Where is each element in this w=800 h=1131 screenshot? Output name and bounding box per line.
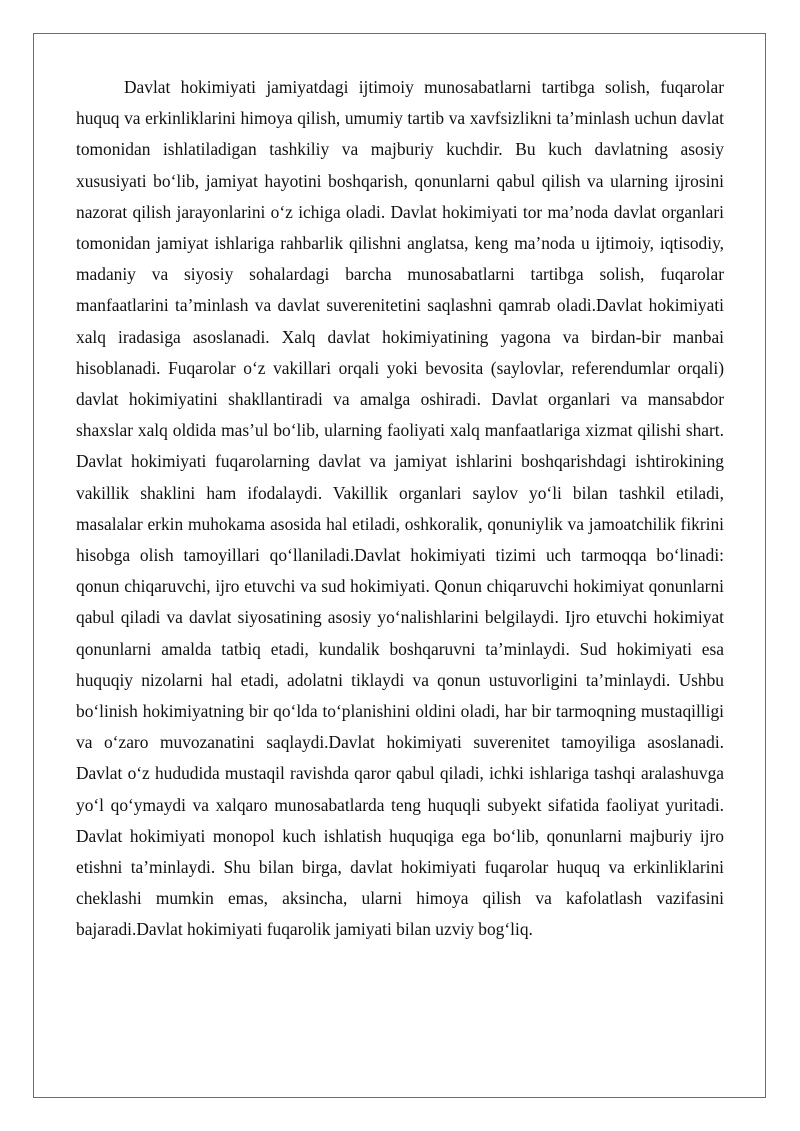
body-paragraph: Davlat hokimiyati jamiyatdagi ijtimoiy munosabatlarni tartibga solish, fuqarolar huquq va erkinliklarini himoya qilish, umumiy tartib va xavfsizlikni ta’minlash uchun davlat tomonidan ishlatiladigan tashkiliy va majburiy kuchdir. Bu kuch davlatning asosiy xususiyati bo‘lib, jamiyat hayotini boshqarish, qonunlarni qabul qilish va ularning ijrosini nazorat qilish jarayonlarini o‘z ichiga oladi. Davlat hokimiyati tor ma’noda davlat organlari tomonidan jamiyat ishlariga rahbarlik qilishni anglatsa, keng ma’noda u ijtimoiy, iqtisodiy, madaniy va siyosiy sohalardagi barcha munosabatlarni tartibga solish, fuqarolar manfaatlarini ta’minlash va davlat suverenitetini saqlashni qamrab oladi.Davlat hokimiyati xalq iradasiga asoslanadi. Xalq davlat hokimiyatining yagona va birdan-bir manbai hisoblanadi. Fuqarolar o‘z vakillari orqali yoki bevosita (saylovlar, referendumlar orqali) davlat hokimiyatini shakllantiradi va amalga oshiradi. Davlat organlari va mansabdor shaxslar xalq oldida mas’ul bo‘lib, ularning faoliyati xalq manfaatlariga xizmat qilishi shart. Davlat hokimiyati fuqarolarning davlat va jamiyat ishlarini boshqarishdagi ishtirokining vakillik shaklini ham ifodalaydi. Vakillik organlari saylov yo‘li bilan tashkil etiladi, masalalar erkin muhokama asosida hal etiladi, oshkoralik, qonuniylik va jamoatchilik fikrini hisobga olish tamoyillari qo‘llaniladi.Davlat hokimiyati tizimi uch tarmoqqa bo‘linadi: qonun chiqaruvchi, ijro etuvchi va sud hokimiyati. Qonun chiqaruvchi hokimiyat qonunlarni qabul qiladi va davlat siyosatining asosiy yo‘nalishlarini belgilaydi. Ijro etuvchi hokimiyat qonunlarni amalda tatbiq etadi, kundalik boshqaruvni ta’minlaydi. Sud hokimiyati esa huquqiy nizolarni hal etadi, adolatni tiklaydi va qonun ustuvorligini ta’minlaydi. Ushbu bo‘linish hokimiyatning bir qo‘lda to‘planishini oldini oladi, har bir tarmoqning mustaqilligi va o‘zaro muvozanatini saqlaydi.Davlat hokimiyati suverenitet tamoyiliga asoslanadi. Davlat o‘z hududida mustaqil ravishda qaror qabul qiladi, ichki ishlariga tashqi aralashuvga yo‘l qo‘ymaydi va xalqaro munosabatlarda teng huquqli subyekt sifatida faoliyat yuritadi. Davlat hokimiyati monopol kuch ishlatish huquqiga ega bo‘lib, qonunlarni majburiy ijro etishni ta’minlaydi. Shu bilan birga, davlat hokimiyati fuqarolar huquq va erkinliklarini cheklashi mumkin emas, aksincha, ularni himoya qilish va kafolatlash vazifasini bajaradi.Davlat hokimiyati fuqarolik jamiyati bilan uzviy bog‘liq. (76, 77, 724, 940)
